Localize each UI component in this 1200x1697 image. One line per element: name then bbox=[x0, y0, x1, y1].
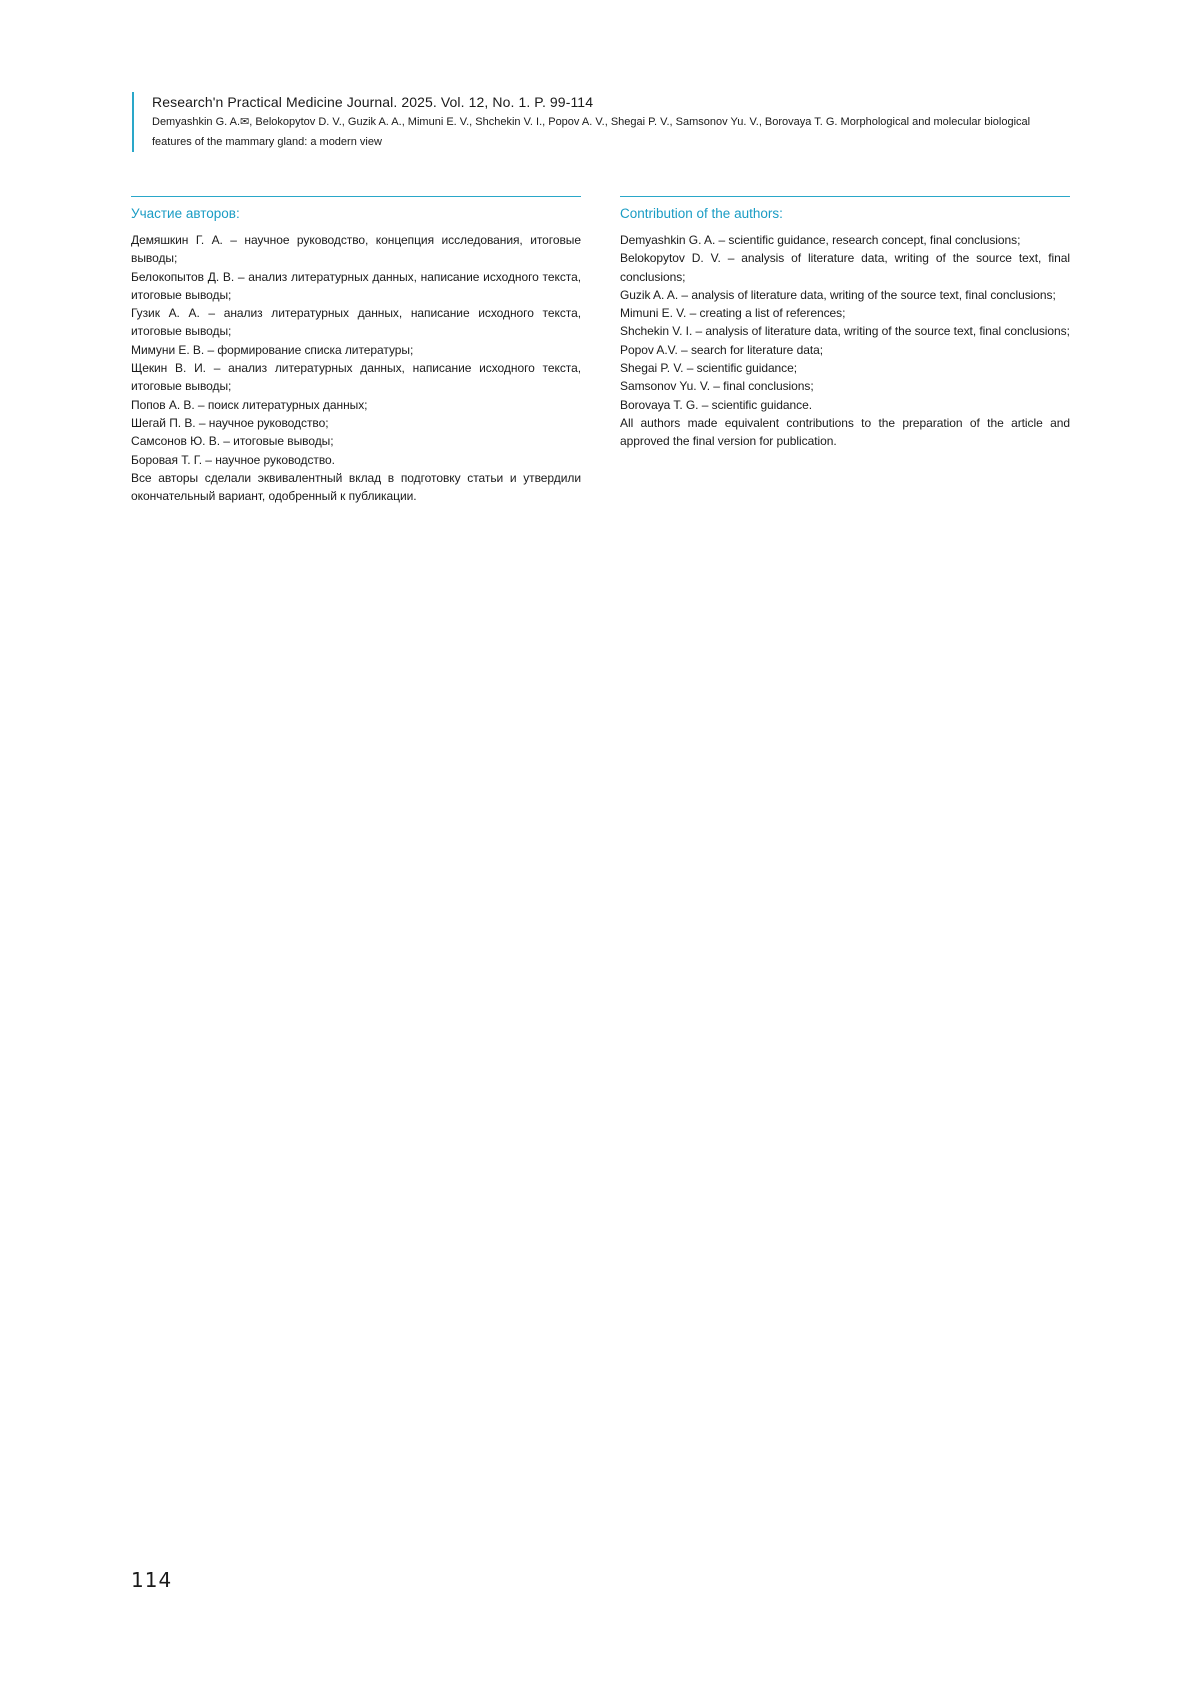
section-heading-en: Contribution of the authors: bbox=[620, 206, 783, 221]
contribution-summary: All authors made equivalent contributions to the preparation of the article and approved the final version for publication. bbox=[620, 415, 1070, 449]
author-contribution-ru bbox=[131, 196, 581, 505]
contribution-item: Щекин В. И. – анализ литературных данных, написание исходного текста, итоговые выводы; bbox=[131, 361, 581, 394]
page-number: 114 bbox=[131, 1568, 173, 1592]
contribution-item: Шегай П. В. – научное руководство; bbox=[131, 415, 329, 430]
contribution-item: Popov A.V. – search for literature data; bbox=[620, 342, 824, 357]
contribution-item: Самсонов Ю. В. – итоговые выводы; bbox=[131, 434, 334, 449]
article-authors-title: Demyashkin G. A.✉, Belokopytov D. V., Guzik A. A., Mimuni E. V., Shchekin V. I., Popov A. V., Shegai P. V., Samsonov Yu. V., Borovaya T. G. Morphological and molecular biological features of the mammary gland: a modern view bbox=[152, 116, 1031, 148]
running-header bbox=[132, 92, 1102, 152]
contribution-item: Белокопытов Д. В. – анализ литературных данных, написание исходного текста, итоговые выводы; bbox=[131, 269, 581, 302]
contribution-item: Belokopytov D. V. – analysis of literature data, writing of the source text, final conclusions; bbox=[620, 251, 1070, 284]
contribution-item: Samsonov Yu. V. – final conclusions; bbox=[620, 379, 814, 394]
contribution-item: Попов А. В. – поиск литературных данных; bbox=[131, 397, 368, 412]
section-heading-ru: Участие авторов: bbox=[131, 206, 240, 221]
journal-citation: Research'n Practical Medicine Journal. 2025. Vol. 12, No. 1. P. 99-114 bbox=[152, 94, 594, 110]
author-contribution-en bbox=[620, 196, 1070, 451]
contribution-item: Гузик А. А. – анализ литературных данных, написание исходного текста, итоговые выводы; bbox=[131, 306, 581, 339]
contribution-item: Mimuni E. V. – creating a list of references; bbox=[620, 306, 846, 321]
contribution-item: Shegai P. V. – scientific guidance; bbox=[620, 361, 798, 376]
contribution-item: Мимуни Е. В. – формирование списка литературы; bbox=[131, 342, 414, 357]
contribution-item: Demyashkin G. A. – scientific guidance, research concept, final conclusions; bbox=[620, 233, 1021, 247]
contribution-summary: Все авторы сделали эквивалентный вклад в подготовку статьи и утвердили окончательный вариант, одобренный к публикации. bbox=[131, 470, 581, 504]
contribution-item: Shchekin V. I. – analysis of literature data, writing of the source text, final conclusions; bbox=[620, 324, 1070, 339]
contribution-item: Guzik A. A. – analysis of literature data, writing of the source text, final conclusions; bbox=[620, 287, 1056, 302]
contribution-item: Демяшкин Г. А. – научное руководство, концепция исследования, итоговые выводы; bbox=[131, 233, 581, 266]
contribution-item: Боровая Т. Г. – научное руководство. bbox=[131, 452, 335, 467]
contribution-item: Borovaya T. G. – scientific guidance. bbox=[620, 397, 813, 412]
